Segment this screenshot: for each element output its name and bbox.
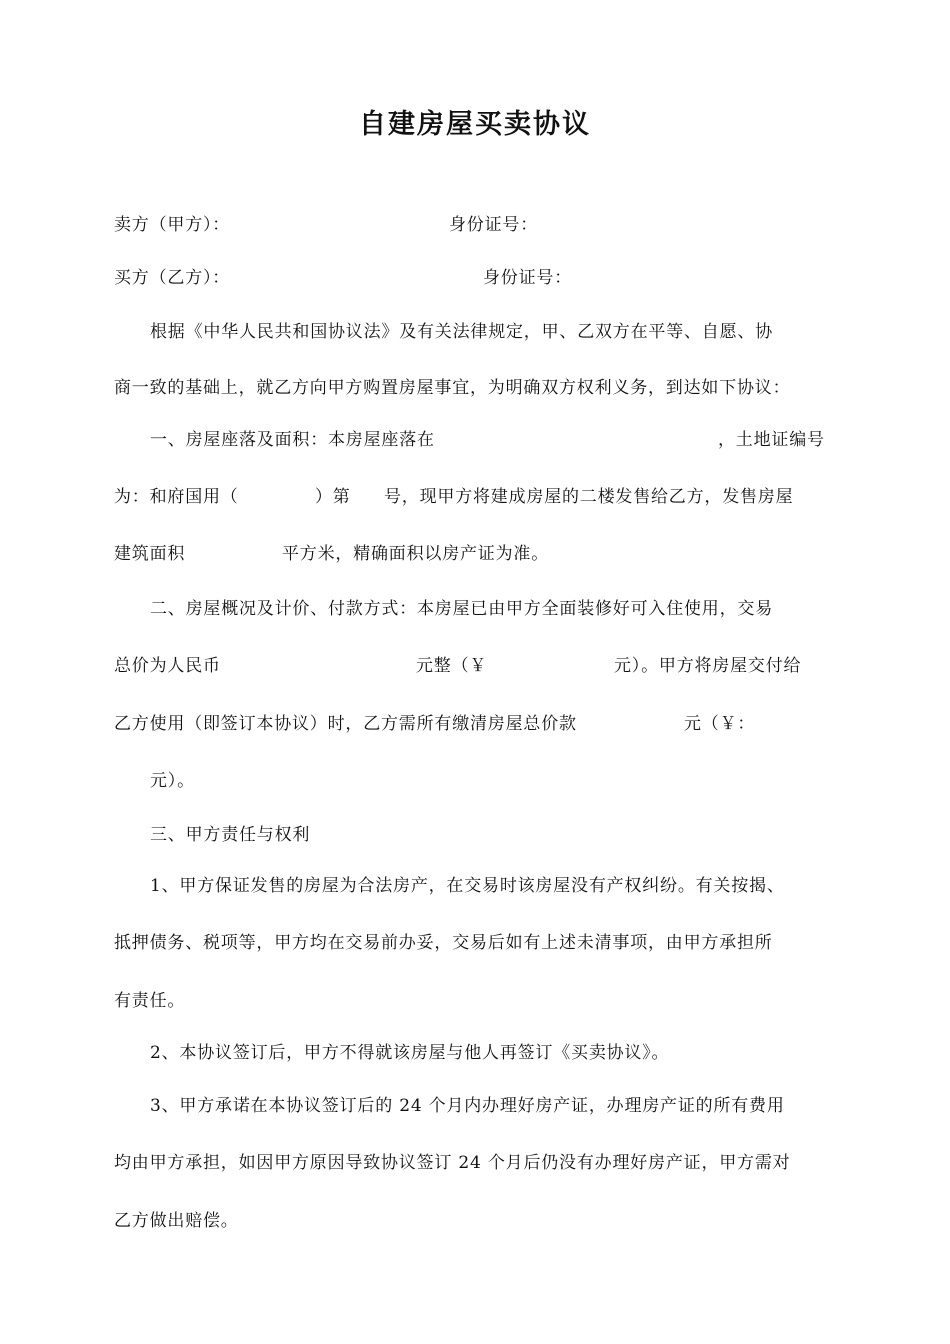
section1-line-2c: 号，现甲方将建成房屋的二楼发售给乙方，发售房屋 (384, 487, 794, 507)
item1-line-1: 1、甲方保证发售的房屋为合法房产，在交易时该房屋没有产权纠纷。有关按揭、 (150, 876, 785, 896)
section2-line-2c: 元）。甲方将房屋交付给 (614, 656, 802, 676)
section1-line-1b: ，土地证编号 (718, 430, 825, 450)
seller-id-label: 身份证号： (449, 215, 538, 235)
section1-line-3a: 建筑面积 (114, 544, 186, 564)
section1-line-1a: 一、房屋座落及面积：本房屋座落在 (150, 430, 435, 450)
item3-line-3: 乙方做出赔偿。 (114, 1211, 239, 1231)
section3-heading: 三、甲方责任与权利 (150, 825, 311, 845)
buyer-label: 买方（乙方）： (114, 268, 231, 288)
section2-line-3b: 元（￥： (684, 714, 756, 734)
seller-label: 卖方（甲方）： (114, 215, 231, 235)
item1-line-2: 抵押债务、税项等，甲方均在交易前办妥，交易后如有上述未清事项，由甲方承担所 (114, 933, 773, 953)
item2-line-1: 2、本协议签订后，甲方不得就该房屋与他人再签订《买卖协议》。 (150, 1043, 670, 1063)
item3-line-2: 均由甲方承担，如因甲方原因导致协议签订 24 个月后仍没有办理好房产证，甲方需对 (114, 1153, 791, 1173)
item1-line-3: 有责任。 (114, 991, 186, 1011)
intro-line-1: 根据《中华人民共和国协议法》及有关法律规定，甲、乙双方在平等、自愿、协 (150, 322, 773, 342)
buyer-id-label: 身份证号： (483, 268, 572, 288)
section1-line-2b: ）第 (315, 487, 351, 507)
section2-line-3a: 乙方使用（即签订本协议）时，乙方需所有缴清房屋总价款 (114, 714, 577, 734)
section2-line-2b: 元整（￥ (416, 656, 488, 676)
intro-line-2: 商一致的基础上，就乙方向甲方购置房屋事宜，为明确双方权利义务，到达如下协议： (114, 378, 791, 398)
section1-line-2a: 为：和府国用（ (114, 487, 239, 507)
section1-line-3b: 平方米，精确面积以房产证为准。 (282, 544, 549, 564)
section2-line-2a: 总价为人民币 (114, 656, 221, 676)
document-title: 自建房屋买卖协议 (359, 109, 591, 140)
section2-line-1: 二、房屋概况及计价、付款方式：本房屋已由甲方全面装修好可入住使用，交易 (150, 599, 773, 619)
item3-line-1: 3、甲方承诺在本协议签订后的 24 个月内办理好房产证，办理房产证的所有费用 (150, 1096, 785, 1116)
section2-line-4: 元）。 (150, 771, 195, 791)
